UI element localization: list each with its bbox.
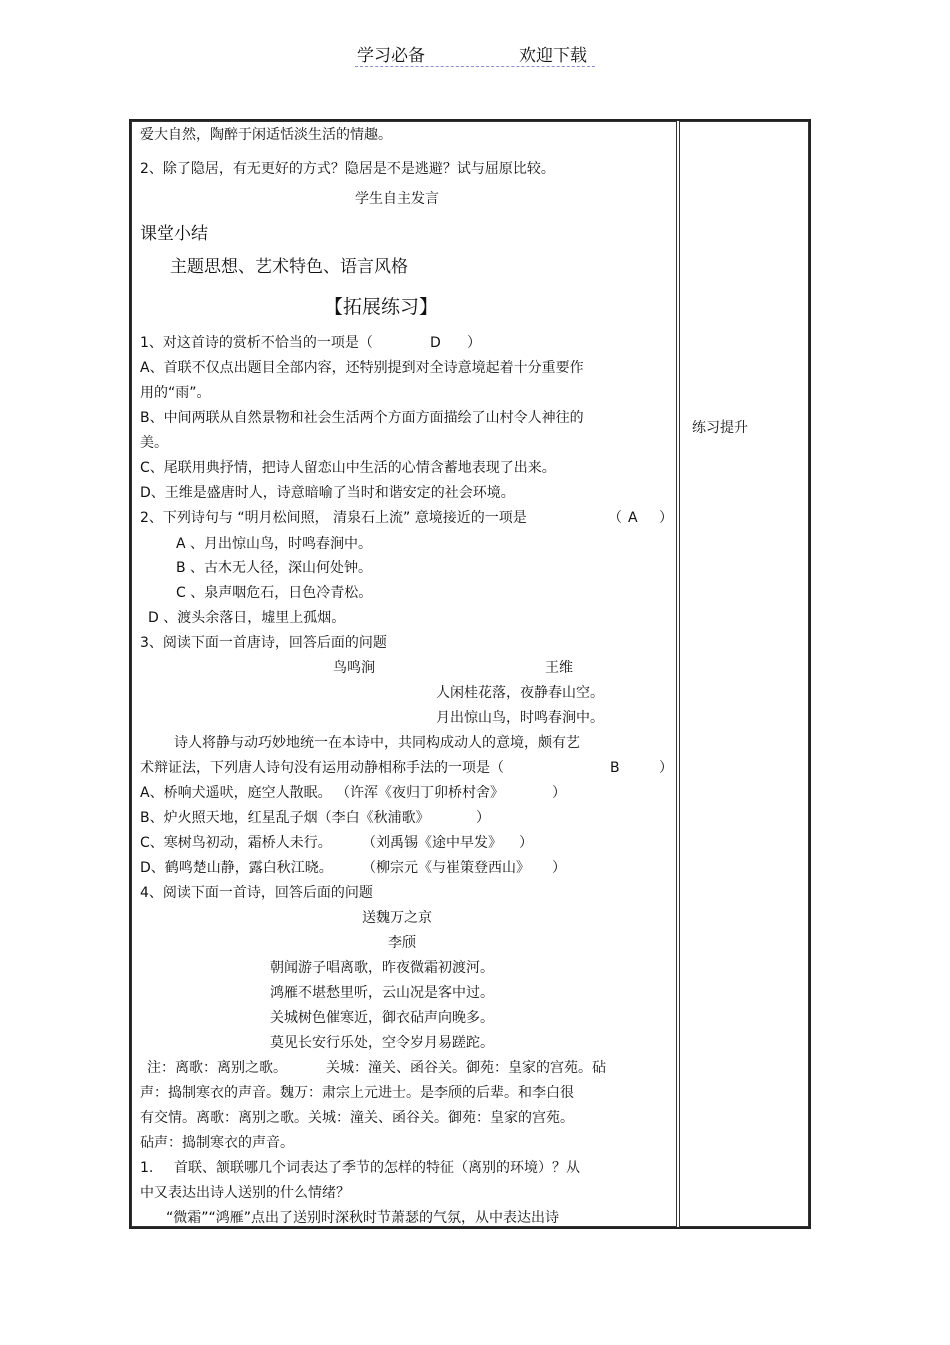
- question-number: 1.: [140, 1160, 154, 1176]
- text-line: 诗人将静与动巧妙地统一在本诗中，共同构成动人的意境，颇有艺: [174, 735, 580, 751]
- text-line: 用的“雨”。: [140, 385, 211, 401]
- text-line: ）: [659, 760, 673, 776]
- poem-author: 李颀: [388, 935, 416, 951]
- poem-line: 莫见长安行乐处，空令岁月易蹉跎。: [270, 1035, 494, 1051]
- question: 3、阅读下面一首唐诗，回答后面的问题: [140, 635, 387, 651]
- text-line: （刘禹锡《途中早发》: [362, 835, 502, 851]
- poem-line: 关城树色催寒近，御衣砧声向晚多。: [270, 1010, 494, 1026]
- answer-text: “微霜”“鸿雁”点出了送别时深秋时节萧瑟的气氛，从中表达出诗: [166, 1210, 560, 1226]
- answer: D: [430, 335, 441, 351]
- text-line: 学生自主发言: [355, 191, 439, 207]
- option: C 、泉声咽危石，日色冷青松。: [176, 585, 373, 601]
- text-line: A、首联不仅点出题目全部内容，还特别提到对全诗意境起着十分重要作: [140, 360, 584, 376]
- text-line: ）: [467, 335, 481, 351]
- section-heading: 课堂小结: [140, 224, 208, 244]
- note: 声：捣制寒衣的声音。魏万：肃宗上元进士。是李颀的后辈。和李白很: [140, 1085, 574, 1101]
- poem-title: 鸟鸣涧: [333, 660, 375, 676]
- option: C、寒树鸟初动，霜桥人未行。: [140, 835, 332, 851]
- text-line: ）: [519, 835, 533, 851]
- text-line: ）: [552, 785, 566, 801]
- text-line: ）: [659, 510, 673, 526]
- text-line: 爱大自然，陶醉于闲适恬淡生活的情趣。: [140, 127, 392, 143]
- note: 砧声：捣制寒衣的声音。: [140, 1135, 294, 1151]
- poem-title: 送魏万之京: [362, 910, 432, 926]
- question: 4、阅读下面一首诗，回答后面的问题: [140, 885, 373, 901]
- poem-line: 鸿雁不堪愁里听，云山况是客中过。: [270, 985, 494, 1001]
- side-cell: [679, 121, 809, 1227]
- option: B 、古木无人径，深山何处钟。: [176, 560, 373, 576]
- question: 1、对这首诗的赏析不恰当的一项是（: [140, 335, 373, 351]
- poem-line: 人闲桂花落，夜静春山空。: [436, 685, 604, 701]
- text-line: B、中间两联从自然景物和社会生活两个方面方面描绘了山村令人神往的: [140, 410, 584, 426]
- option: D、鹤鸣楚山静，露白秋江晓。: [140, 860, 333, 876]
- note: 关城：潼关、函谷关。御苑：皇家的宫苑。砧: [326, 1060, 606, 1076]
- text-line: 中又表达出诗人送别的什么情绪？: [140, 1185, 350, 1201]
- option: A 、月出惊山鸟，时鸣春涧中。: [176, 536, 373, 552]
- option: B、炉火照天地，红星乱子烟（李白《秋浦歌》: [140, 810, 430, 826]
- text-line: ）: [476, 810, 490, 826]
- section-title: 【拓展练习】: [324, 296, 439, 318]
- poem-line: 月出惊山鸟，时鸣春涧中。: [436, 710, 604, 726]
- text-line: D、王维是盛唐时人，诗意暗喻了当时和谐安定的社会环境。: [140, 485, 515, 501]
- option: D 、渡头余落日，墟里上孤烟。: [148, 610, 346, 626]
- header-right: 欢迎下载: [519, 46, 587, 66]
- header-left: 学习必备: [357, 46, 425, 66]
- text-line: C、尾联用典抒情，把诗人留恋山中生活的心情含蓄地表现了出来。: [140, 460, 556, 476]
- text-line: （许浑《夜归丁卯桥村舍》: [336, 785, 504, 801]
- text-line: 美。: [140, 435, 168, 451]
- text-line: （柳宗元《与崔策登西山》: [362, 860, 530, 876]
- question: 首联、颔联哪几个词表达了季节的怎样的特征（离别的环境）？从: [174, 1160, 580, 1176]
- text-line: 主题思想、艺术特色、语言风格: [170, 257, 408, 277]
- text-line: 2、除了隐居，有无更好的方式？隐居是不是逃避？试与屈原比较。: [140, 161, 555, 177]
- poem-line: 朝闻游子唱离歌，昨夜微霜初渡河。: [270, 960, 494, 976]
- question: 2、下列诗句与 “明月松间照， 清泉石上流” 意境接近的一项是: [140, 510, 527, 526]
- text-line: ）: [552, 860, 566, 876]
- note: 有交情。离歌：离别之歌。关城：潼关、函谷关。御苑：皇家的宫苑。: [140, 1110, 574, 1126]
- answer: B: [610, 760, 620, 776]
- text-line: 术辩证法，下列唐人诗句没有运用动静相称手法的一项是（: [140, 760, 504, 776]
- text-line: （: [608, 510, 622, 526]
- side-label: 练习提升: [692, 420, 748, 436]
- note: 注：离歌：离别之歌。: [147, 1060, 287, 1076]
- option: A、桥响犬遥吠，庭空人散眠。: [140, 785, 332, 801]
- poem-author: 王维: [545, 660, 573, 676]
- page-header: [355, 40, 595, 67]
- answer: A: [628, 510, 638, 526]
